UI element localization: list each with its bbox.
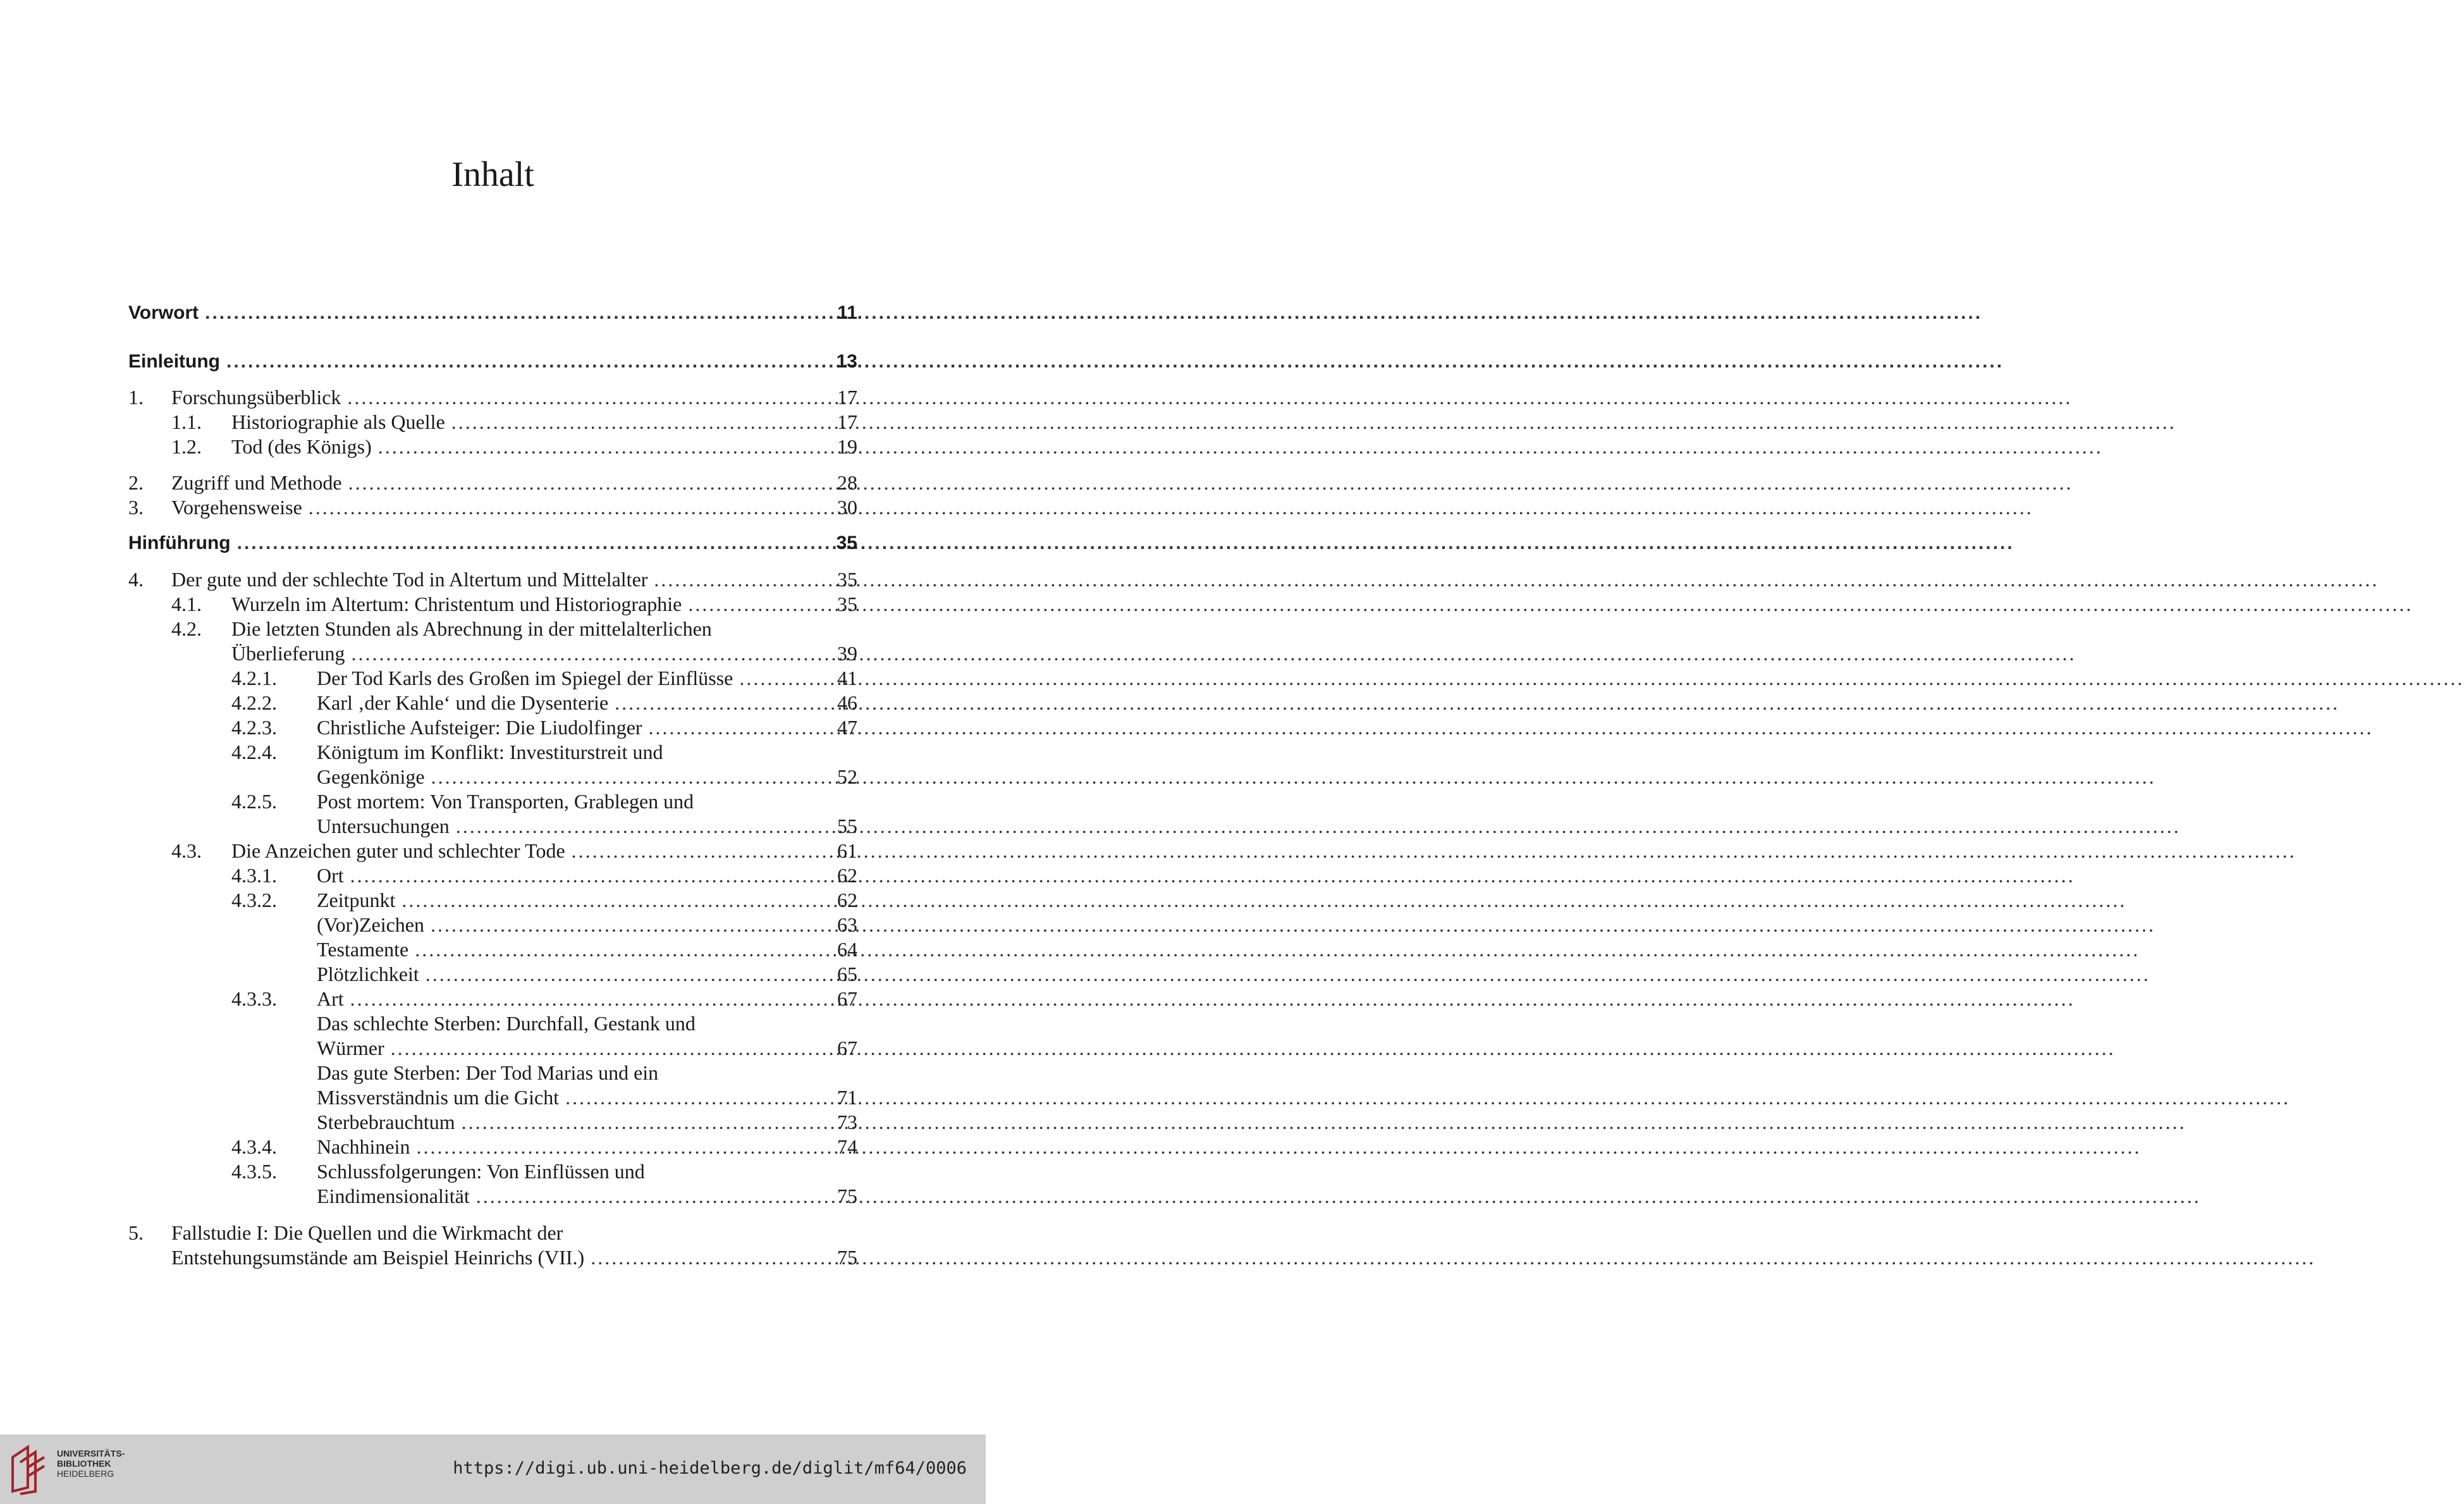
toc-entry-number: 4.3.5. [231, 1160, 277, 1183]
toc-entry-title: Wurzeln im Altertum: Christentum und Historiographie [231, 593, 682, 615]
toc-entry[interactable] [231, 666, 857, 690]
toc-entry-title: Schlussfolgerungen: Von Einflüssen und [317, 1160, 645, 1183]
toc-page-number: 35 [837, 593, 857, 615]
toc-entry-number: 4.1. [171, 593, 202, 615]
toc-entry-title: Das schlechte Sterben: Durchfall, Gestank und [317, 1012, 696, 1035]
page-title: Inhalt [451, 155, 534, 194]
toc-entry-title: Karl ‚der Kahle‘ und die Dysenterie [317, 691, 609, 714]
toc-page-number: 64 [837, 938, 857, 961]
toc-entry[interactable] [317, 1011, 857, 1035]
dot-leader [462, 1110, 814, 1134]
toc-entry-title: Ort [317, 864, 344, 887]
toc-entry-number: 4.3.1. [231, 864, 277, 887]
toc-entry-title: Vorwort [128, 302, 199, 323]
toc-page-number: 17 [837, 410, 857, 433]
toc-entry[interactable] [231, 740, 857, 764]
toc-entry-title: Tod (des Königs) [231, 435, 372, 458]
toc-entry[interactable] [171, 839, 857, 863]
toc-page-number: 74 [837, 1135, 857, 1158]
library-logo-icon [9, 1443, 51, 1495]
toc-entry[interactable] [128, 1221, 857, 1245]
dot-leader [456, 814, 814, 838]
toc-section-heading[interactable] [128, 531, 857, 555]
toc-entry-title: Königtum im Konflikt: Investiturstreit und [317, 741, 663, 763]
toc-entry-title: Die Anzeichen guter und schlechter Tode [231, 839, 565, 862]
toc-entry-title: Hinführung [128, 533, 231, 553]
toc-entry-number: 1.1. [171, 410, 202, 433]
dot-leader [205, 301, 814, 325]
toc-entry[interactable] [128, 385, 857, 409]
toc-page-number: 67 [837, 987, 857, 1010]
toc-entry[interactable] [231, 641, 857, 665]
toc-entry[interactable] [317, 1184, 857, 1208]
toc-entry-title: Würmer [317, 1037, 384, 1059]
toc-entry-number: 4. [128, 568, 144, 591]
toc-entry-number: 4.2.2. [231, 691, 277, 714]
dot-leader [401, 888, 814, 912]
toc-entry-number: 4.2. [171, 617, 202, 640]
toc-section-heading[interactable] [128, 350, 857, 374]
dot-leader [431, 913, 814, 937]
toc-entry[interactable] [128, 567, 857, 591]
dot-leader [739, 666, 814, 690]
toc-entry[interactable] [317, 937, 857, 961]
toc-entry-title: Missverständnis um die Gicht [317, 1086, 560, 1109]
toc-entry[interactable] [317, 913, 857, 937]
toc-page-number: 41 [837, 667, 857, 689]
toc-page-number: 67 [837, 1037, 857, 1059]
toc-entry[interactable] [231, 789, 857, 813]
dot-leader [348, 471, 814, 495]
toc-entry-title: Testamente [317, 938, 409, 961]
library-name-line-3: HEIDELBERG [57, 1469, 114, 1479]
source-url-link[interactable]: https://digi.ub.uni-heidelberg.de/diglit/mf64/0006 [453, 1458, 967, 1478]
dot-leader [350, 863, 814, 887]
toc-page-number: 17 [837, 386, 857, 409]
dot-leader [431, 765, 814, 789]
toc-entry[interactable] [231, 691, 857, 715]
dot-leader [426, 962, 814, 986]
toc-page-number: 75 [837, 1185, 857, 1207]
toc-entry[interactable] [171, 410, 857, 434]
dot-leader [591, 1245, 814, 1269]
toc-entry[interactable] [231, 715, 857, 739]
toc-entry-title: Forschungsüberblick [171, 386, 341, 409]
toc-entry[interactable] [317, 814, 857, 838]
toc-entry[interactable] [128, 471, 857, 495]
dot-leader [391, 1036, 814, 1060]
toc-entry-title: Zeitpunkt [317, 889, 396, 911]
toc-entry[interactable] [171, 592, 857, 616]
dot-leader [615, 691, 814, 715]
toc-entry[interactable] [231, 863, 857, 887]
toc-page-number: 75 [837, 1246, 857, 1269]
toc-entry-title: Überlieferung [231, 642, 345, 665]
toc-page-number: 30 [837, 496, 857, 519]
dot-leader [350, 987, 814, 1011]
dot-leader [347, 385, 814, 409]
toc-entry-number: 4.2.4. [231, 741, 277, 763]
toc-page-number: 55 [837, 815, 857, 837]
toc-entry-number: 4.2.5. [231, 790, 277, 813]
toc-page-number: 39 [837, 642, 857, 665]
toc-entry-title: Gegenkönige [317, 765, 425, 788]
toc-page-number: 11 [837, 302, 857, 323]
toc-entry-title: Die letzten Stunden als Abrechnung in der mittelalterlichen [231, 617, 712, 640]
toc-entry-title: Christliche Aufsteiger: Die Liudolfinger [317, 716, 642, 739]
toc-entry[interactable] [128, 495, 857, 519]
toc-entry-number: 5. [128, 1221, 144, 1244]
dot-leader [415, 937, 814, 961]
toc-entry-number: 4.3. [171, 839, 202, 862]
toc-entry-title: Fallstudie I: Die Quellen und die Wirkmacht der [171, 1221, 563, 1244]
dot-leader [417, 1135, 815, 1159]
library-name-line-1: UNIVERSITÄTS- [57, 1448, 125, 1458]
toc-page-number: 65 [837, 963, 857, 985]
toc-entry[interactable] [171, 435, 857, 459]
toc-page-number: 47 [837, 716, 857, 739]
toc-entry[interactable] [317, 962, 857, 986]
toc-entry-number: 4.3.2. [231, 889, 277, 911]
dot-leader [351, 641, 814, 665]
toc-entry-title: Nachhinein [317, 1135, 410, 1158]
toc-page-number: 46 [837, 691, 857, 714]
toc-entry[interactable] [231, 1159, 857, 1183]
toc-entry[interactable] [317, 1085, 857, 1109]
dot-leader [572, 839, 814, 863]
dot-leader [451, 410, 814, 434]
toc-page-number: 35 [836, 533, 857, 553]
toc-entry-title: Zugriff und Methode [171, 471, 342, 494]
toc-page-number: 73 [837, 1111, 857, 1133]
toc-entry-title: Plötzlichkeit [317, 963, 419, 985]
dot-leader [476, 1184, 814, 1208]
toc-entry-title: Entstehungsumstände am Beispiel Heinrichs (VII.) [171, 1246, 585, 1269]
toc-page-number: 35 [837, 568, 857, 591]
toc-entry-number: 1. [128, 386, 144, 409]
toc-entry-title: Das gute Sterben: Der Tod Marias und ein [317, 1061, 659, 1084]
toc-entry-title: (Vor)Zeichen [317, 913, 424, 936]
toc-entry[interactable] [171, 1245, 857, 1269]
toc-entry[interactable] [317, 1036, 857, 1060]
toc-section-heading[interactable] [128, 301, 857, 325]
toc-entry-title: Art [317, 987, 344, 1010]
footer-bar [0, 1434, 986, 1504]
toc-entry-title: Eindimensionalität [317, 1185, 470, 1207]
toc-entry[interactable] [231, 987, 857, 1011]
toc-entry-number: 4.2.1. [231, 667, 277, 689]
toc-page-number: 19 [837, 435, 857, 458]
toc-entry[interactable] [317, 1110, 857, 1134]
toc-page-number: 62 [837, 889, 857, 911]
dot-leader [649, 715, 814, 739]
toc-entry-title: Vorgehensweise [171, 496, 302, 519]
toc-entry[interactable] [231, 1135, 857, 1159]
toc-entry-number: 3. [128, 496, 144, 519]
toc-page-number: 61 [837, 839, 857, 862]
toc-entry-title: Untersuchungen [317, 815, 450, 837]
dot-leader [309, 495, 814, 519]
toc-page-number: 13 [836, 351, 857, 372]
dot-leader [226, 350, 814, 374]
dot-leader [654, 567, 814, 591]
toc-entry[interactable] [317, 1061, 857, 1085]
toc-entry[interactable] [231, 888, 857, 912]
toc-entry[interactable] [171, 617, 857, 641]
dot-leader [378, 435, 814, 459]
toc-entry-number: 4.3.3. [231, 987, 277, 1010]
toc-page-number: 63 [837, 913, 857, 936]
toc-entry-title: Der Tod Karls des Großen im Spiegel der Einflüsse [317, 667, 733, 689]
dot-leader [237, 531, 814, 555]
toc-entry-title: Historiographie als Quelle [231, 410, 445, 433]
toc-entry-number: 4.3.4. [231, 1135, 277, 1158]
toc-entry-title: Sterbebrauchtum [317, 1111, 455, 1133]
dot-leader [565, 1085, 814, 1109]
toc-entry-title: Einleitung [128, 351, 220, 372]
toc-entry-title: Post mortem: Von Transporten, Grablegen und [317, 790, 694, 813]
table-of-contents [0, 0, 986, 1429]
toc-entry-number: 4.2.3. [231, 716, 277, 739]
toc-entry-number: 1.2. [171, 435, 202, 458]
toc-page-number: 52 [837, 765, 857, 788]
library-name-line-2: BIBLIOTHEK [57, 1458, 111, 1469]
toc-entry-number: 2. [128, 471, 144, 494]
toc-entry[interactable] [317, 765, 857, 789]
toc-page-number: 28 [837, 471, 857, 494]
toc-page-number: 62 [837, 864, 857, 887]
dot-leader [688, 592, 814, 616]
toc-page-number: 71 [837, 1086, 857, 1109]
toc-entry-title: Der gute und der schlechte Tod in Altertum und Mittelalter [171, 568, 648, 591]
